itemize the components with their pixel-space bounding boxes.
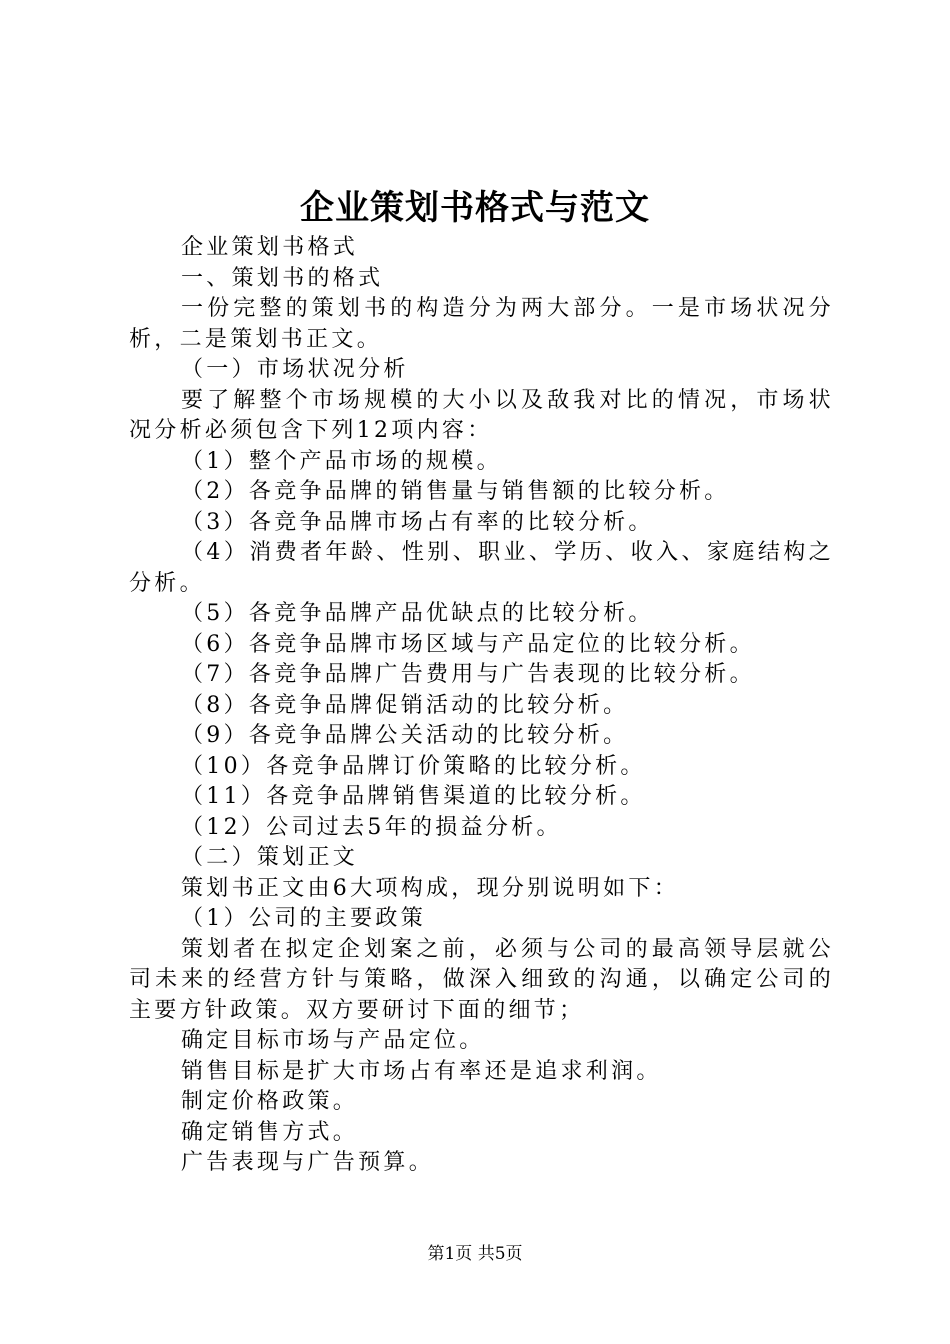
paragraph: （7）各竞争品牌广告费用与广告表现的比较分析。 [181, 662, 755, 687]
paragraph: 要了解整个市场规模的大小以及敌我对比的情况，市场状况分析必须包含下列12项内容： [129, 387, 834, 443]
paragraph: （11）各竞争品牌销售渠道的比较分析。 [181, 784, 646, 809]
paragraph: （二）策划正文 [181, 845, 359, 870]
paragraph: （2）各竞争品牌的销售量与销售额的比较分析。 [181, 479, 730, 504]
paragraph: （4）消费者年龄、性别、职业、学历、收入、家庭结构之分析。 [129, 540, 834, 596]
paragraph: （6）各竞争品牌市场区域与产品定位的比较分析。 [181, 631, 755, 657]
paragraph: 确定目标市场与产品定位。 [181, 1028, 485, 1053]
paragraph: （8）各竞争品牌促销活动的比较分析。 [181, 692, 629, 718]
paragraph: 策划者在拟定企划案之前，必须与公司的最高领导层就公司未来的经营方针与策略，做深入细致的沟通，以确定公司的主要方针政策。双方要研讨下面的细节； [129, 936, 834, 1023]
paragraph: 销售目标是扩大市场占有率还是追求利润。 [181, 1058, 662, 1084]
paragraph: 确定销售方式。 [181, 1119, 359, 1145]
paragraph: 制定价格政策。 [181, 1089, 359, 1114]
document-body [129, 233, 834, 1179]
page-number-footer: 第1页 共5页 [427, 1244, 523, 1264]
paragraph: 策划书正文由6大项构成，现分别说明如下： [181, 875, 679, 901]
paragraph: （10）各竞争品牌订价策略的比较分析。 [181, 753, 646, 779]
paragraph: 广告表现与广告预算。 [181, 1150, 435, 1175]
paragraph: （9）各竞争品牌公关活动的比较分析。 [181, 723, 629, 748]
paragraph: （一）市场状况分析 [181, 357, 409, 382]
paragraph: （1）公司的主要政策 [181, 906, 426, 931]
paragraph: 企业策划书格式 [181, 235, 359, 260]
paragraph: 一份完整的策划书的构造分为两大部分。一是市场状况分析，二是策划书正文。 [129, 296, 834, 352]
paragraph: （12）公司过去5年的损益分析。 [181, 814, 562, 840]
paragraph: 一、策划书的格式 [181, 265, 384, 291]
document-title: 企业策划书格式与范文 [300, 188, 650, 228]
paragraph: （3）各竞争品牌市场占有率的比较分析。 [181, 509, 654, 535]
paragraph: （5）各竞争品牌产品优缺点的比较分析。 [181, 601, 654, 626]
paragraph: （1）整个产品市场的规模。 [181, 448, 502, 474]
